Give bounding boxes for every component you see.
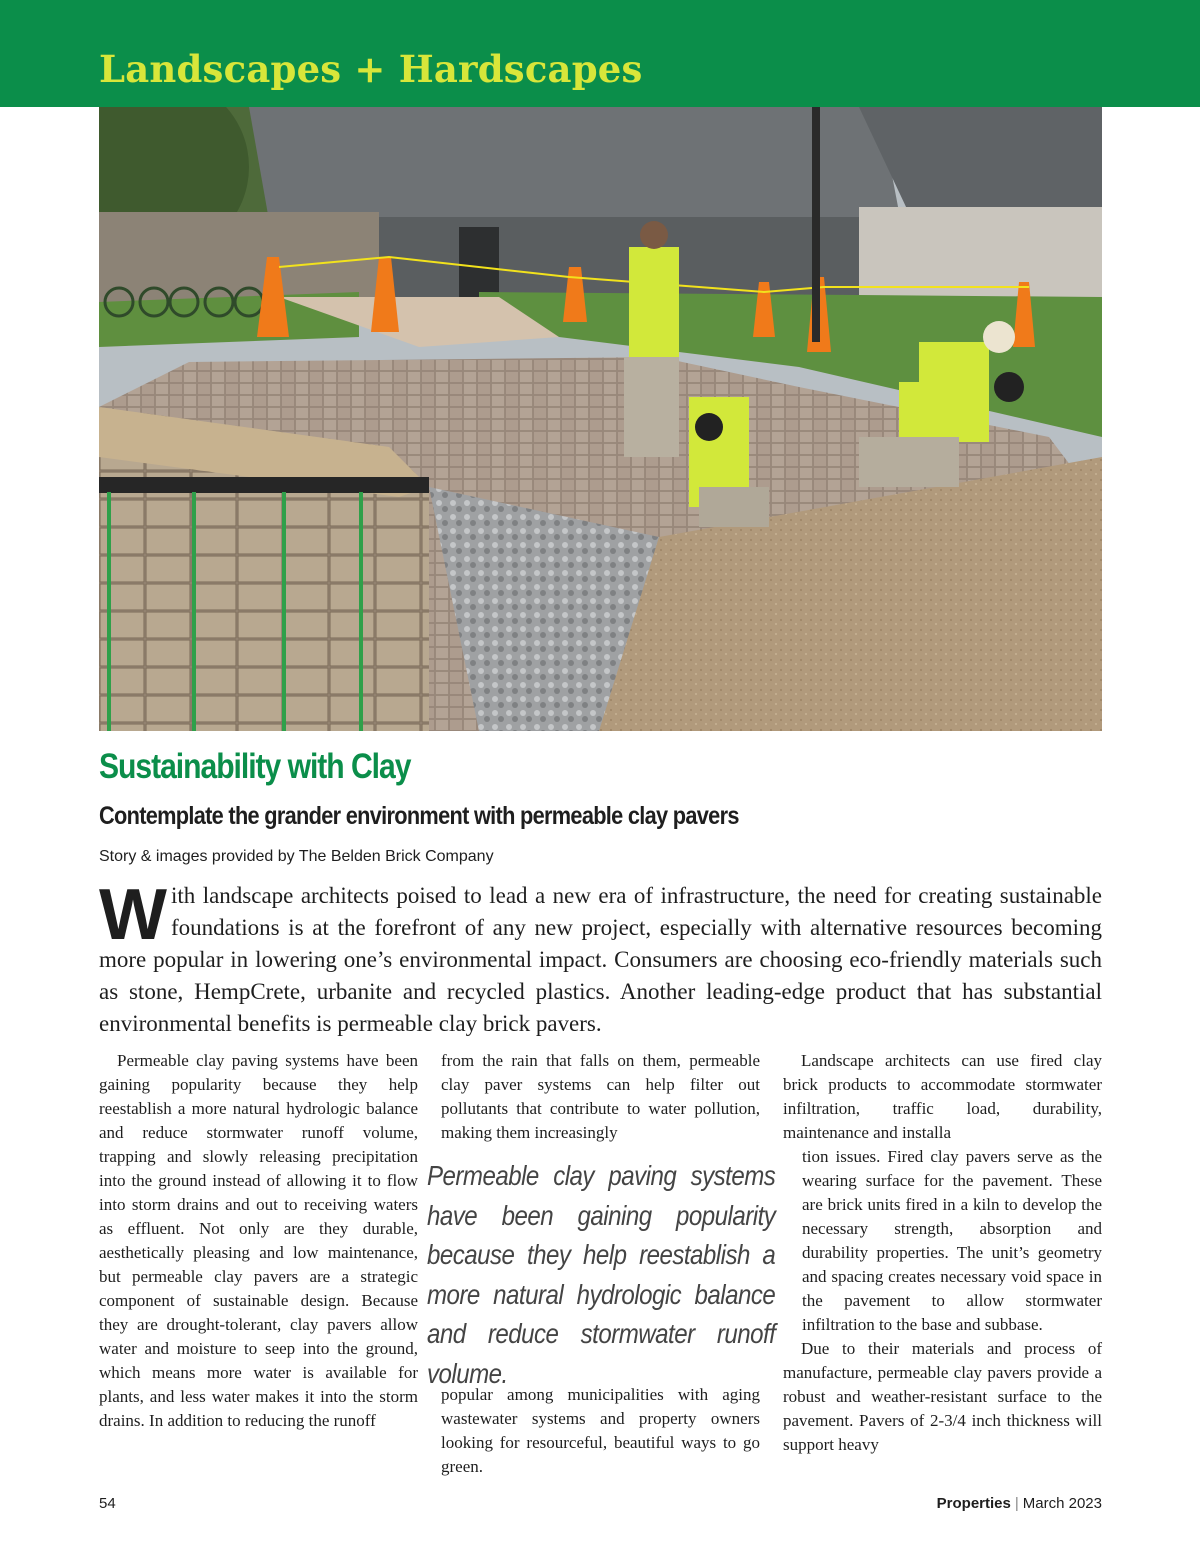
paver-installation-photo	[99, 107, 1102, 731]
section-title: Landscapes + Hardscapes	[99, 47, 643, 91]
pull-quote-text: Permeable clay paving systems have been gaining popularity because they help reestablish a more natural hydrologic balance and reduce stormwater runoff volume.	[427, 1160, 776, 1389]
issue-date: March 2023	[1022, 1495, 1102, 1512]
lead-paragraph	[99, 875, 1102, 1040]
body-paragraph: Permeable clay paving systems have been gaining popularity because they help reestablish a more natural hydrologic balance and reduce stormwater runoff volume, trapping and slowly releasing precipitation into the ground instead of allowing it to flow into storm drains and out to receiving waters as effluent. Not only are they durable, aesthetically pleasing and low maintenance, but permeable clay pavers are a strategic component of sustainable design. Because they are drought-tolerant, clay pavers allow water and moisture to seep into the ground, which means more water is available for plants, and less water makes it into the storm drains. In addition to reducing the runoff	[99, 1051, 418, 1430]
body-column-3	[783, 1049, 1102, 1457]
footer-separator: |	[1014, 1495, 1019, 1512]
article-subhead: Contemplate the grander environment with permeable clay pavers	[99, 802, 739, 830]
body-paragraph: Landscape architects can use fired clay brick products to accommodate stormwater infiltration, traffic load, durability, maintenance and installa	[783, 1051, 1102, 1142]
publication-name: Properties	[936, 1495, 1011, 1512]
section-banner	[0, 0, 1200, 107]
body-column-2-top	[441, 1049, 760, 1145]
drop-cap: W	[99, 875, 165, 955]
article-headline: Sustainability with Clay	[99, 747, 411, 786]
lead-text: ith landscape architects poised to lead a new era of infrastructure, the need for creating sustainable foundations is at the forefront of any new project, especially with alternative resources becoming more popular in lowering one’s environmental impact. Consumers are choosing eco-friendly materials such as stone, HempCrete, urbanite and recycled plastics. Another leading-edge product that has substantial environmental benefits is permeable clay brick pavers.	[99, 883, 1102, 1036]
footer-publication	[937, 1495, 1102, 1512]
body-column-2-bottom	[441, 1383, 760, 1479]
body-paragraph: popular among municipalities with aging wastewater systems and property owners looking for resourceful, beautiful ways to go green.	[441, 1385, 760, 1476]
article-credit: Story & images provided by The Belden Brick Company	[99, 848, 494, 865]
pull-quote	[427, 1156, 775, 1393]
page-number: 54	[99, 1495, 116, 1512]
body-paragraph-inset: tion issues. Fired clay pavers serve as the wearing surface for the pavement. These are brick units fired in a kiln to develop the necessary strength, absorption and durability properties. The unit’s geometry and spacing creates necessary void space in the pavement to allow stormwater infiltration to the base and subbase.	[802, 1147, 1102, 1334]
body-column-1	[99, 1049, 418, 1433]
body-paragraph: from the rain that falls on them, permeable clay paver systems can help filter out pollutants that contribute to water pollution, making them increasingly	[441, 1051, 760, 1142]
body-paragraph: Due to their materials and process of manufacture, permeable clay pavers provide a robust and weather-resistant surface to the pavement. Pavers of 2-3/4 inch thickness will support heavy	[783, 1339, 1102, 1454]
